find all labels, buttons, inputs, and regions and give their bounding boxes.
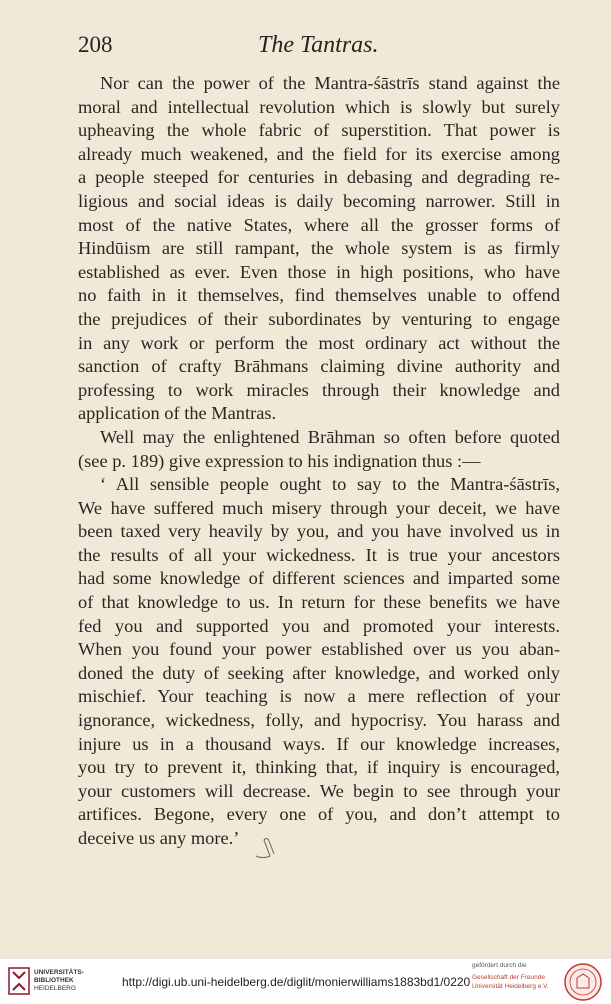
text-line: injure us in a thousand ways. If our knowledge increases, xyxy=(78,733,560,754)
pencil-mark-icon xyxy=(252,836,278,860)
text-line: We have suffered much misery through your deceit, we have xyxy=(78,497,560,518)
text-line: Well may the enlightened Brāhman so often before quoted xyxy=(100,426,560,447)
text-line: doned the duty of seeking after knowledge, and worked only xyxy=(78,662,560,683)
text-line: been taxed very heavily by you, and you have involved us in xyxy=(78,521,560,542)
text-line: mischief. Your teaching is now a mere reflection of your xyxy=(78,686,560,707)
text-line: no faith in it themselves, find themselves unable to offend xyxy=(78,285,560,306)
text-line: fed you and supported you and promoted your interests. xyxy=(78,615,560,636)
running-title: The Tantras. xyxy=(258,32,379,58)
text-line: ignorance, wickedness, folly, and hypocrisy. You harass and xyxy=(78,710,560,731)
sponsor-name: Gesellschaft der Freunde Universität Heidelberg e.V. xyxy=(472,974,549,990)
page-header xyxy=(0,32,611,62)
text-line: had some knowledge of different sciences and imparted some xyxy=(78,568,560,589)
text-line: (see p. 189) give expression to his indignation thus :— xyxy=(78,450,481,471)
library-logo-icon xyxy=(8,967,30,995)
page-number: 208 xyxy=(78,32,113,57)
permalink-url[interactable]: http://digi.ub.uni-heidelberg.de/diglit/monierwilliams1883bd1/0220 xyxy=(122,975,471,989)
university-seal-icon xyxy=(563,962,603,1002)
text-line: already much weakened, and the field for its exercise among xyxy=(78,143,560,164)
text-line: in any work or perform the most ordinary act without the xyxy=(78,332,560,353)
text-line: Nor can the power of the Mantra-śāstrīs stand against the xyxy=(100,73,560,93)
text-line: a people steeped for centuries in debasing and degrading re- xyxy=(78,167,560,188)
text-line: most of the native States, where all the grosser forms of xyxy=(78,214,560,235)
text-line: you try to prevent it, thinking that, if inquiry is encouraged, xyxy=(78,757,560,778)
text-line: artifices. Begone, every one of you, and don’t attempt to xyxy=(78,804,560,825)
text-line: sanction of crafty Brāhmans claiming divine authority and xyxy=(78,356,560,377)
body-text xyxy=(78,72,560,851)
text-line: established as ever. Even those in high positions, who have xyxy=(78,261,560,282)
text-line: ligious and social ideas is daily becoming narrower. Still in xyxy=(78,190,560,211)
text-line: the results of all your wickedness. It is true your ancestors xyxy=(78,544,560,565)
text-line: your customers will decrease. We begin to see through your xyxy=(78,780,560,801)
text-line: application of the Mantras. xyxy=(78,403,277,424)
digitization-footer xyxy=(0,958,611,1004)
sponsor-label: gefördert durch die xyxy=(472,962,527,969)
text-line: of that knowledge to us. In return for these benefits we have xyxy=(78,592,560,613)
text-line: When you found your power established over us you aban- xyxy=(78,639,560,660)
text-line: professing to work miracles through their knowledge and xyxy=(78,379,560,400)
text-line: the prejudices of their subordinates by venturing to engage xyxy=(78,308,560,329)
text-line: upheaving the whole fabric of superstition. That power is xyxy=(78,120,560,141)
library-name: UNIVERSITÄTS- BIBLIOTHEK HEIDELBERG xyxy=(34,969,84,992)
text-line: moral and intellectual revolution which is slowly but surely xyxy=(78,96,560,117)
text-line: Hindūism are still rampant, the whole system is as firmly xyxy=(78,238,560,259)
text-line: ‘ All sensible people ought to say to the Mantra-śāstrīs, xyxy=(100,474,560,495)
text-line: deceive us any more.’ xyxy=(78,828,240,848)
